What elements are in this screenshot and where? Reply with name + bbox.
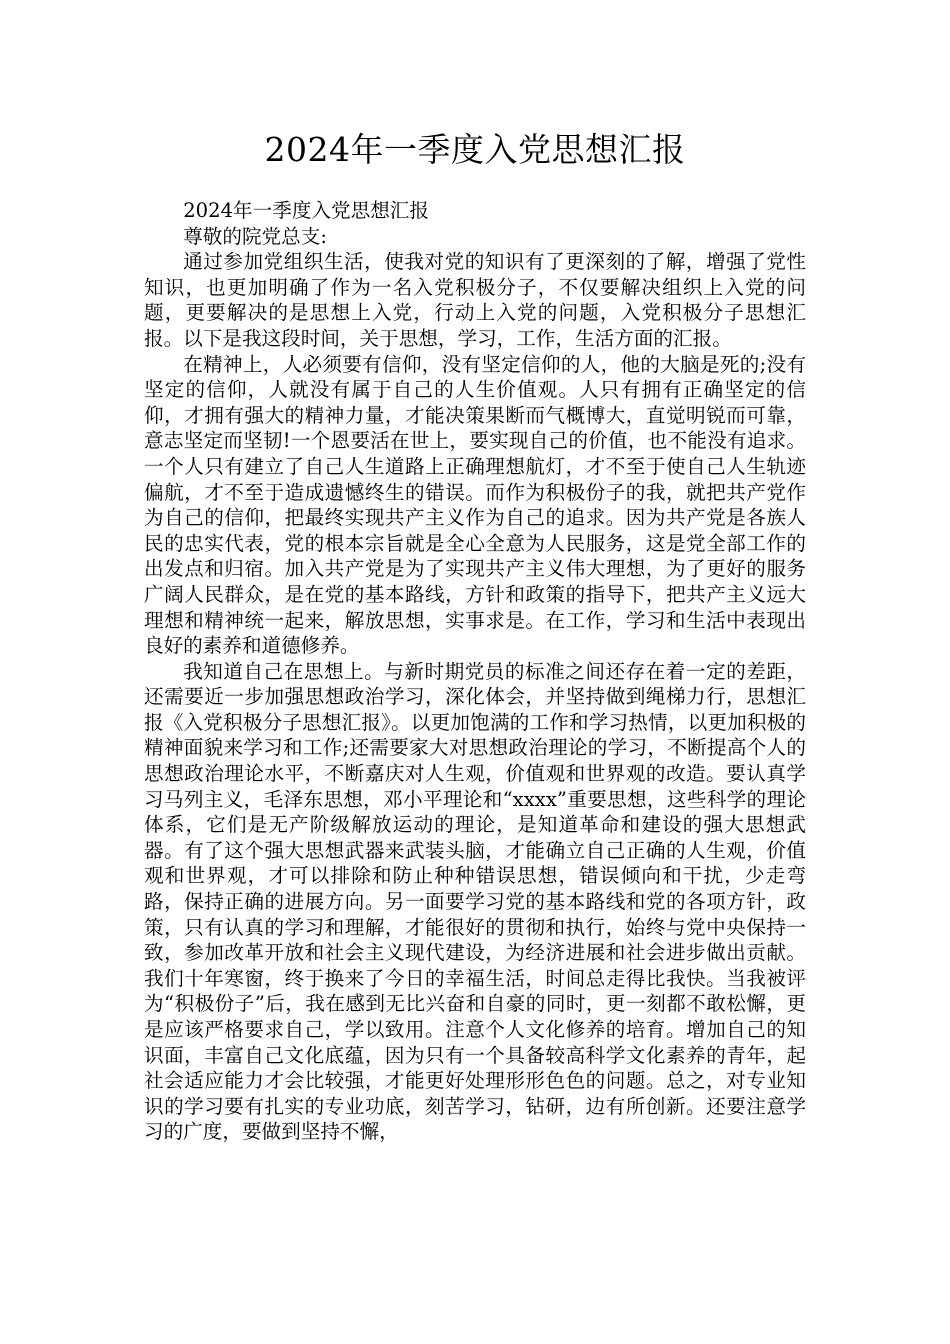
paragraph-2: 在精神上，人必须要有信仰，没有坚定信仰的人，他的大脑是死的;没有坚定的信仰，人就没有属于自己的人生价值观。人只有拥有正确坚定的信仰，才拥有强大的精神力量，才能决策果断而气概博大，直觉明锐而可靠，意志坚定而坚韧!一个恩要活在世上，要实现自己的价值，也不能没有追求。一个人只有建立了自己人生道路上正确理想航灯，才不至于使自己人生轨迹偏航，才不至于造成遗憾终生的错误。而作为积极份子的我，就把共产党作为自己的信仰，把最终实现共产主义作为自己的追求。因为共产党是各族人民的忠实代表，党的根本宗旨就是全心全意为人民服务，这是党全部工作的出发点和归宿。加入共产党是为了实现共产主义伟大理想，为了更好的服务广阔人民群众，是在党的基本路线，方针和政策的指导下，把共产主义远大理想和精神统一起来，解放思想，实事求是。在工作，学习和生活中表现出良好的素养和道德修养。 [144,352,806,658]
document-body [144,198,806,1145]
paragraph-1: 通过参加党组织生活，使我对党的知识有了更深刻的了解，增强了党性知识，也更加明确了作为一名入党积极分子，不仅要解决组织上入党的问题，更要解决的是思想上入党，行动上入党的问题，入党积极分子思想汇报。以下是我这段时间，关于思想，学习，工作，生活方面的汇报。 [144,250,806,350]
salutation: 尊敬的院党总支: [183,224,327,248]
document-subtitle: 2024年一季度入党思想汇报 [183,199,429,222]
paragraph-3: 我知道自己在思想上。与新时期党员的标准之间还存在着一定的差距，还需要近一步加强思想政治学习，深化体会，并坚持做到绳梯力行，思想汇报《入党积极分子思想汇报》。以更加饱满的工作和学习热情，以更加积极的精神面貌来学习和工作;还需要家大对思想政治理论的学习，不断提高个人的思想政治理论水平，不断嘉庆对人生观，价值观和世界观的改造。要认真学习马列主义，毛泽东思想，邓小平理论和“xxxx”重要思想，这些科学的理论体系，它们是无产阶级解放运动的理论，是知道革命和建设的强大思想武器。有了这个强大思想武器来武装头脑，才能确立自己正确的人生观，价值观和世界观，才可以排除和防止种种错误思想，错误倾向和干扰，少走弯路，保持正确的进展方向。另一面要学习党的基本路线和党的各项方针，政策，只有认真的学习和理解，才能很好的贯彻和执行，始终与党中央保持一致，参加改革开放和社会主义现代建设，为经济进展和社会进步做出贡献。我们十年寒窗，终于换来了今日的幸福生活，时间总走得比我快。当我被评为“积极份子”后，我在感到无比兴奋和自豪的同时，更一刻都不敢松懈，更是应该严格要求自己，学以致用。注意个人文化修养的培育。增加自己的知识面，丰富自己文化底蕴，因为只有一个具备较高科学文化素养的青年，起社会适应能力才会比较强，才能更好处理形形色色的问题。总之，对专业知识的学习要有扎实的专业功底，刻苦学习，钻研，边有所创新。还要注意学习的广度，要做到坚持不懈， [144,659,806,1144]
document-title: 2024年一季度入党思想汇报 [264,130,686,169]
